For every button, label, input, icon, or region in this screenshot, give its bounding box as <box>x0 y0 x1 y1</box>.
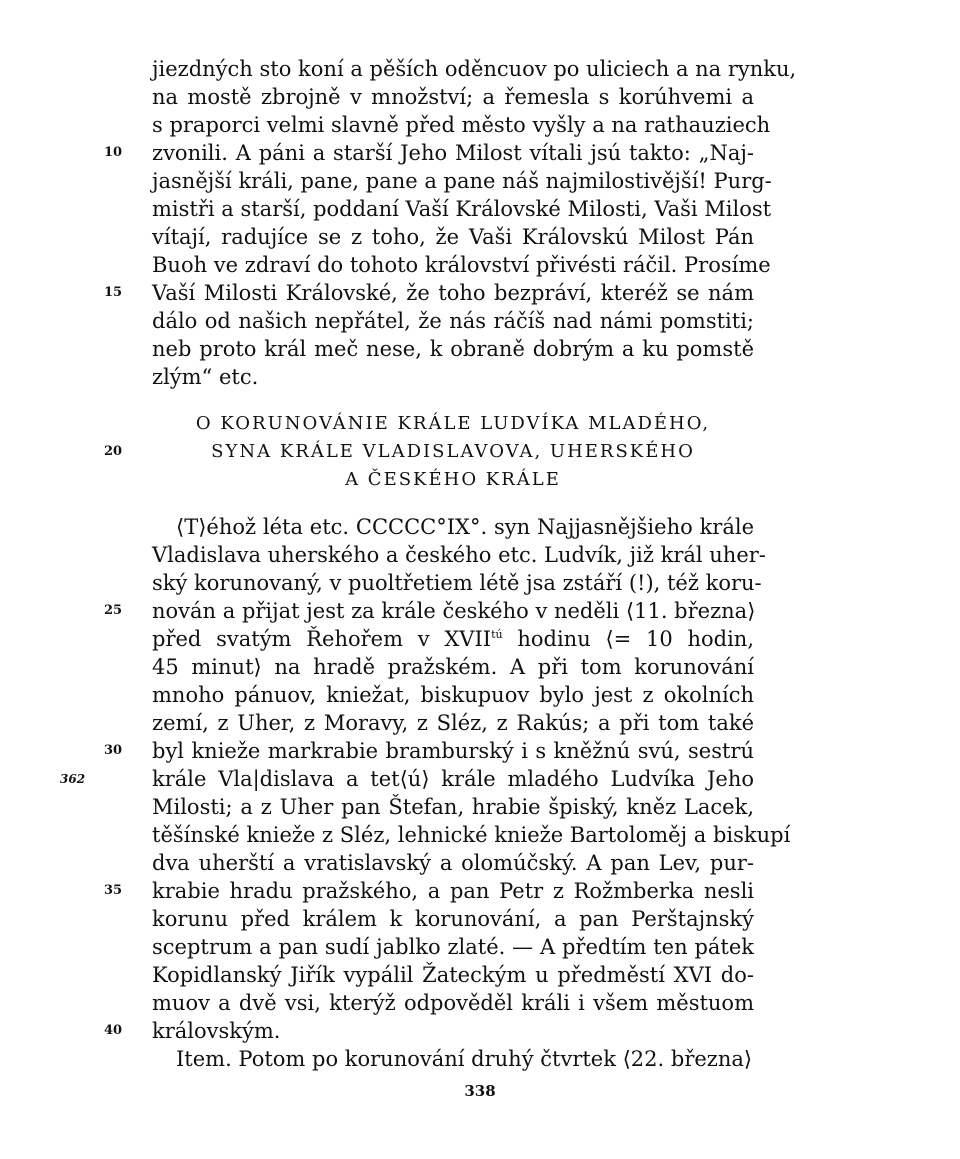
text-line: Vaší Milosti Královské, že toho bezpráví, kteréž se nám <box>152 281 754 305</box>
text-line: s praporci velmi slavně před město vyšly a na rathauziech <box>152 113 771 137</box>
text-line: nován a přijat jest za krále českého v neděli ⟨11. března⟩ <box>152 599 756 623</box>
line-number: 30 <box>104 743 123 758</box>
text-line: Milosti; a z Uher pan Štefan, hrabie špiský, kněz Lacek, <box>152 795 754 819</box>
line-number: 15 <box>104 285 123 300</box>
line-number: 10 <box>104 145 123 160</box>
text-line: ský korunovaný, v puoltřetiem létě jsa zstáří (!), též koru- <box>152 571 762 595</box>
text-line: jasnější králi, pane, pane a pane náš najmilostivější! Purg- <box>152 169 772 193</box>
text-line: krále Vla|dislava a tet⟨ú⟩ krále mladého Ludvíka Jeho <box>152 767 754 791</box>
text-line: zlým“ etc. <box>152 365 259 389</box>
text-line: vítají, radujíce se z toho, že Vaši Královskú Milost Pán <box>152 225 754 249</box>
line-number: 40 <box>104 1023 123 1038</box>
text-line: Buoh ve zdraví do tohoto království přivésti ráčil. Prosíme <box>152 253 771 277</box>
text-line: byl knieže markrabie bramburský i s kněžnú svú, sestrú <box>152 739 754 763</box>
text-line: jiezdných sto koní a pěších oděncuov po uliciech a na rynku, <box>152 57 797 81</box>
text-line: královským. <box>152 1019 281 1043</box>
text-line: Kopidlanský Jiřík vypálil Žateckým u předměstí XVI do- <box>152 963 754 987</box>
line-number: 25 <box>104 603 123 618</box>
text-line: krabie hradu pražského, a pan Petr z Rožmberka nesli <box>152 879 754 903</box>
line-number: 35 <box>104 883 123 898</box>
text-line: neb proto král meč nese, k obraně dobrým a ku pomstě <box>152 337 754 361</box>
text-line: zemí, z Uher, z Moravy, z Sléz, z Rakús; a při tom také <box>152 711 754 735</box>
text-line: Vladislava uherského a českého etc. Ludvík, již král uher- <box>152 543 766 567</box>
text-line: ⟨T⟩éhož léta etc. CCCCC°IX°. syn Najjasnějšieho krále <box>176 515 754 539</box>
margin-page-reference: 362 <box>60 772 86 786</box>
text-line: muov a dvě vsi, kterýž odpověděl králi i všem městuom <box>152 991 754 1015</box>
text-line: sceptrum a pan sudí jablko zlaté. — A předtím ten pátek <box>152 935 754 959</box>
page-number: 338 <box>464 1082 496 1100</box>
text-line: korunu před králem k korunování, a pan Perštajnský <box>152 907 754 931</box>
section-heading-line: SYNA KRÁLE VLADISLAVOVA, UHERSKÉHO <box>211 441 695 462</box>
text-line: dálo od našich nepřátel, že nás ráčíš nad námi pomstiti; <box>152 309 754 333</box>
text-segment: hodinu ⟨= 10 hodin, <box>502 627 754 651</box>
text-line: těšínské knieže z Sléz, lehnické knieže Bartoloměj a biskupí <box>152 823 791 847</box>
text-line: 45 minut⟩ na hradě pražském. A při tom korunování <box>152 655 754 679</box>
text-line: mistři a starší, poddaní Vaší Královské Milosti, Vaši Milost <box>152 197 772 221</box>
text-line: dva uherští a vratislavský a olomúčský. A pan Lev, pur- <box>152 851 754 875</box>
text-line: mnoho pánuov, kniežat, biskupuov bylo jest z okolních <box>152 683 754 707</box>
text-line <box>152 625 754 653</box>
superscript: tú <box>491 628 503 641</box>
text-line: zvonili. A páni a starší Jeho Milost vítali jsú takto: „Naj- <box>152 141 754 165</box>
text-line: Item. Potom po korunování druhý čtvrtek ⟨22. března⟩ <box>176 1047 753 1071</box>
text-segment: před svatým Řehořem v XVII <box>152 627 492 651</box>
text-line: na mostě zbrojně v množství; a řemesla s korúhvemi a <box>152 85 754 109</box>
line-number: 20 <box>104 444 123 459</box>
section-heading-line: A ČESKÉHO KRÁLE <box>345 469 561 490</box>
section-heading-line: O KORUNOVÁNIE KRÁLE LUDVÍKA MLADÉHO, <box>195 413 711 434</box>
